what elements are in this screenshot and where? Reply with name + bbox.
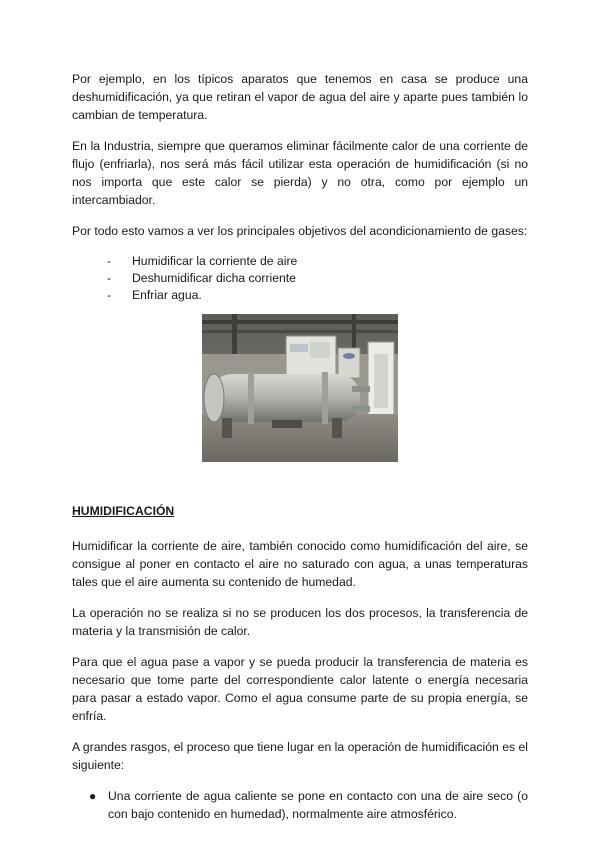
intro-paragraph-3: Por todo esto vamos a ver los principales objetivos del acondicionamiento de gases: — [72, 224, 528, 238]
section-paragraph-4: A grandes rasgos, el proceso que tiene lugar en la operación de humidificación es el siguiente: — [72, 740, 528, 772]
list-item-text: Enfriar agua. — [132, 288, 202, 302]
industrial-chiller-photo-icon — [202, 314, 398, 462]
intro-paragraph-1: Por ejemplo, en los típicos aparatos que tenemos en casa se produce una deshumidificación, ya que retiran el vapor de agua del aire y aparte pues también lo cambian de temperatura. — [72, 72, 528, 122]
dash-marker: - — [107, 271, 112, 285]
list-item-text: Humidificar la corriente de aire — [132, 254, 298, 268]
section-paragraph-1: Humidificar la corriente de aire, también conocido como humidificación del aire, se consigue al poner en contacto el aire no saturado con agua, a unas temperaturas tales que el aire aumenta su contenido de humedad. — [72, 539, 528, 589]
section-paragraph-2: La operación no se realiza si no se producen los dos procesos, la transferencia de materia y la transmisión de calor. — [72, 606, 528, 638]
section-paragraph-3: Para que el agua pase a vapor y se pueda producir la transferencia de materia es necesario que tome parte del correspondiente calor latente o energía necesaria para pasar a estado vapor. Como el agua consume parte de su propia energía, se enfría. — [72, 655, 528, 723]
intro-paragraph-2: En la Industria, siempre que queramos eliminar fácilmente calor de una corriente de flujo (enfriarla), nos será más fácil utilizar esta operación de humidificación (si no nos importa que este calor se pierda) y no otra, como por ejemplo un intercambiador. — [72, 139, 528, 207]
objectives-list — [72, 253, 528, 304]
chiller-photo — [202, 314, 398, 462]
list-item-text: Una corriente de agua caliente se pone en contacto con una de aire seco (o con bajo contenido en humedad), normalmente aire atmosférico. — [108, 789, 528, 821]
list-item — [72, 787, 528, 823]
document-page — [72, 70, 528, 823]
list-item — [72, 287, 528, 304]
dash-marker: - — [107, 288, 112, 302]
list-item-text: Deshumidificar dicha corriente — [132, 271, 296, 285]
bullet-marker: ● — [89, 789, 97, 803]
list-item — [72, 253, 528, 270]
process-list — [72, 787, 528, 823]
list-item — [72, 270, 528, 287]
section-heading: HUMIDIFICACIÓN — [72, 504, 175, 518]
dash-marker: - — [107, 254, 112, 268]
